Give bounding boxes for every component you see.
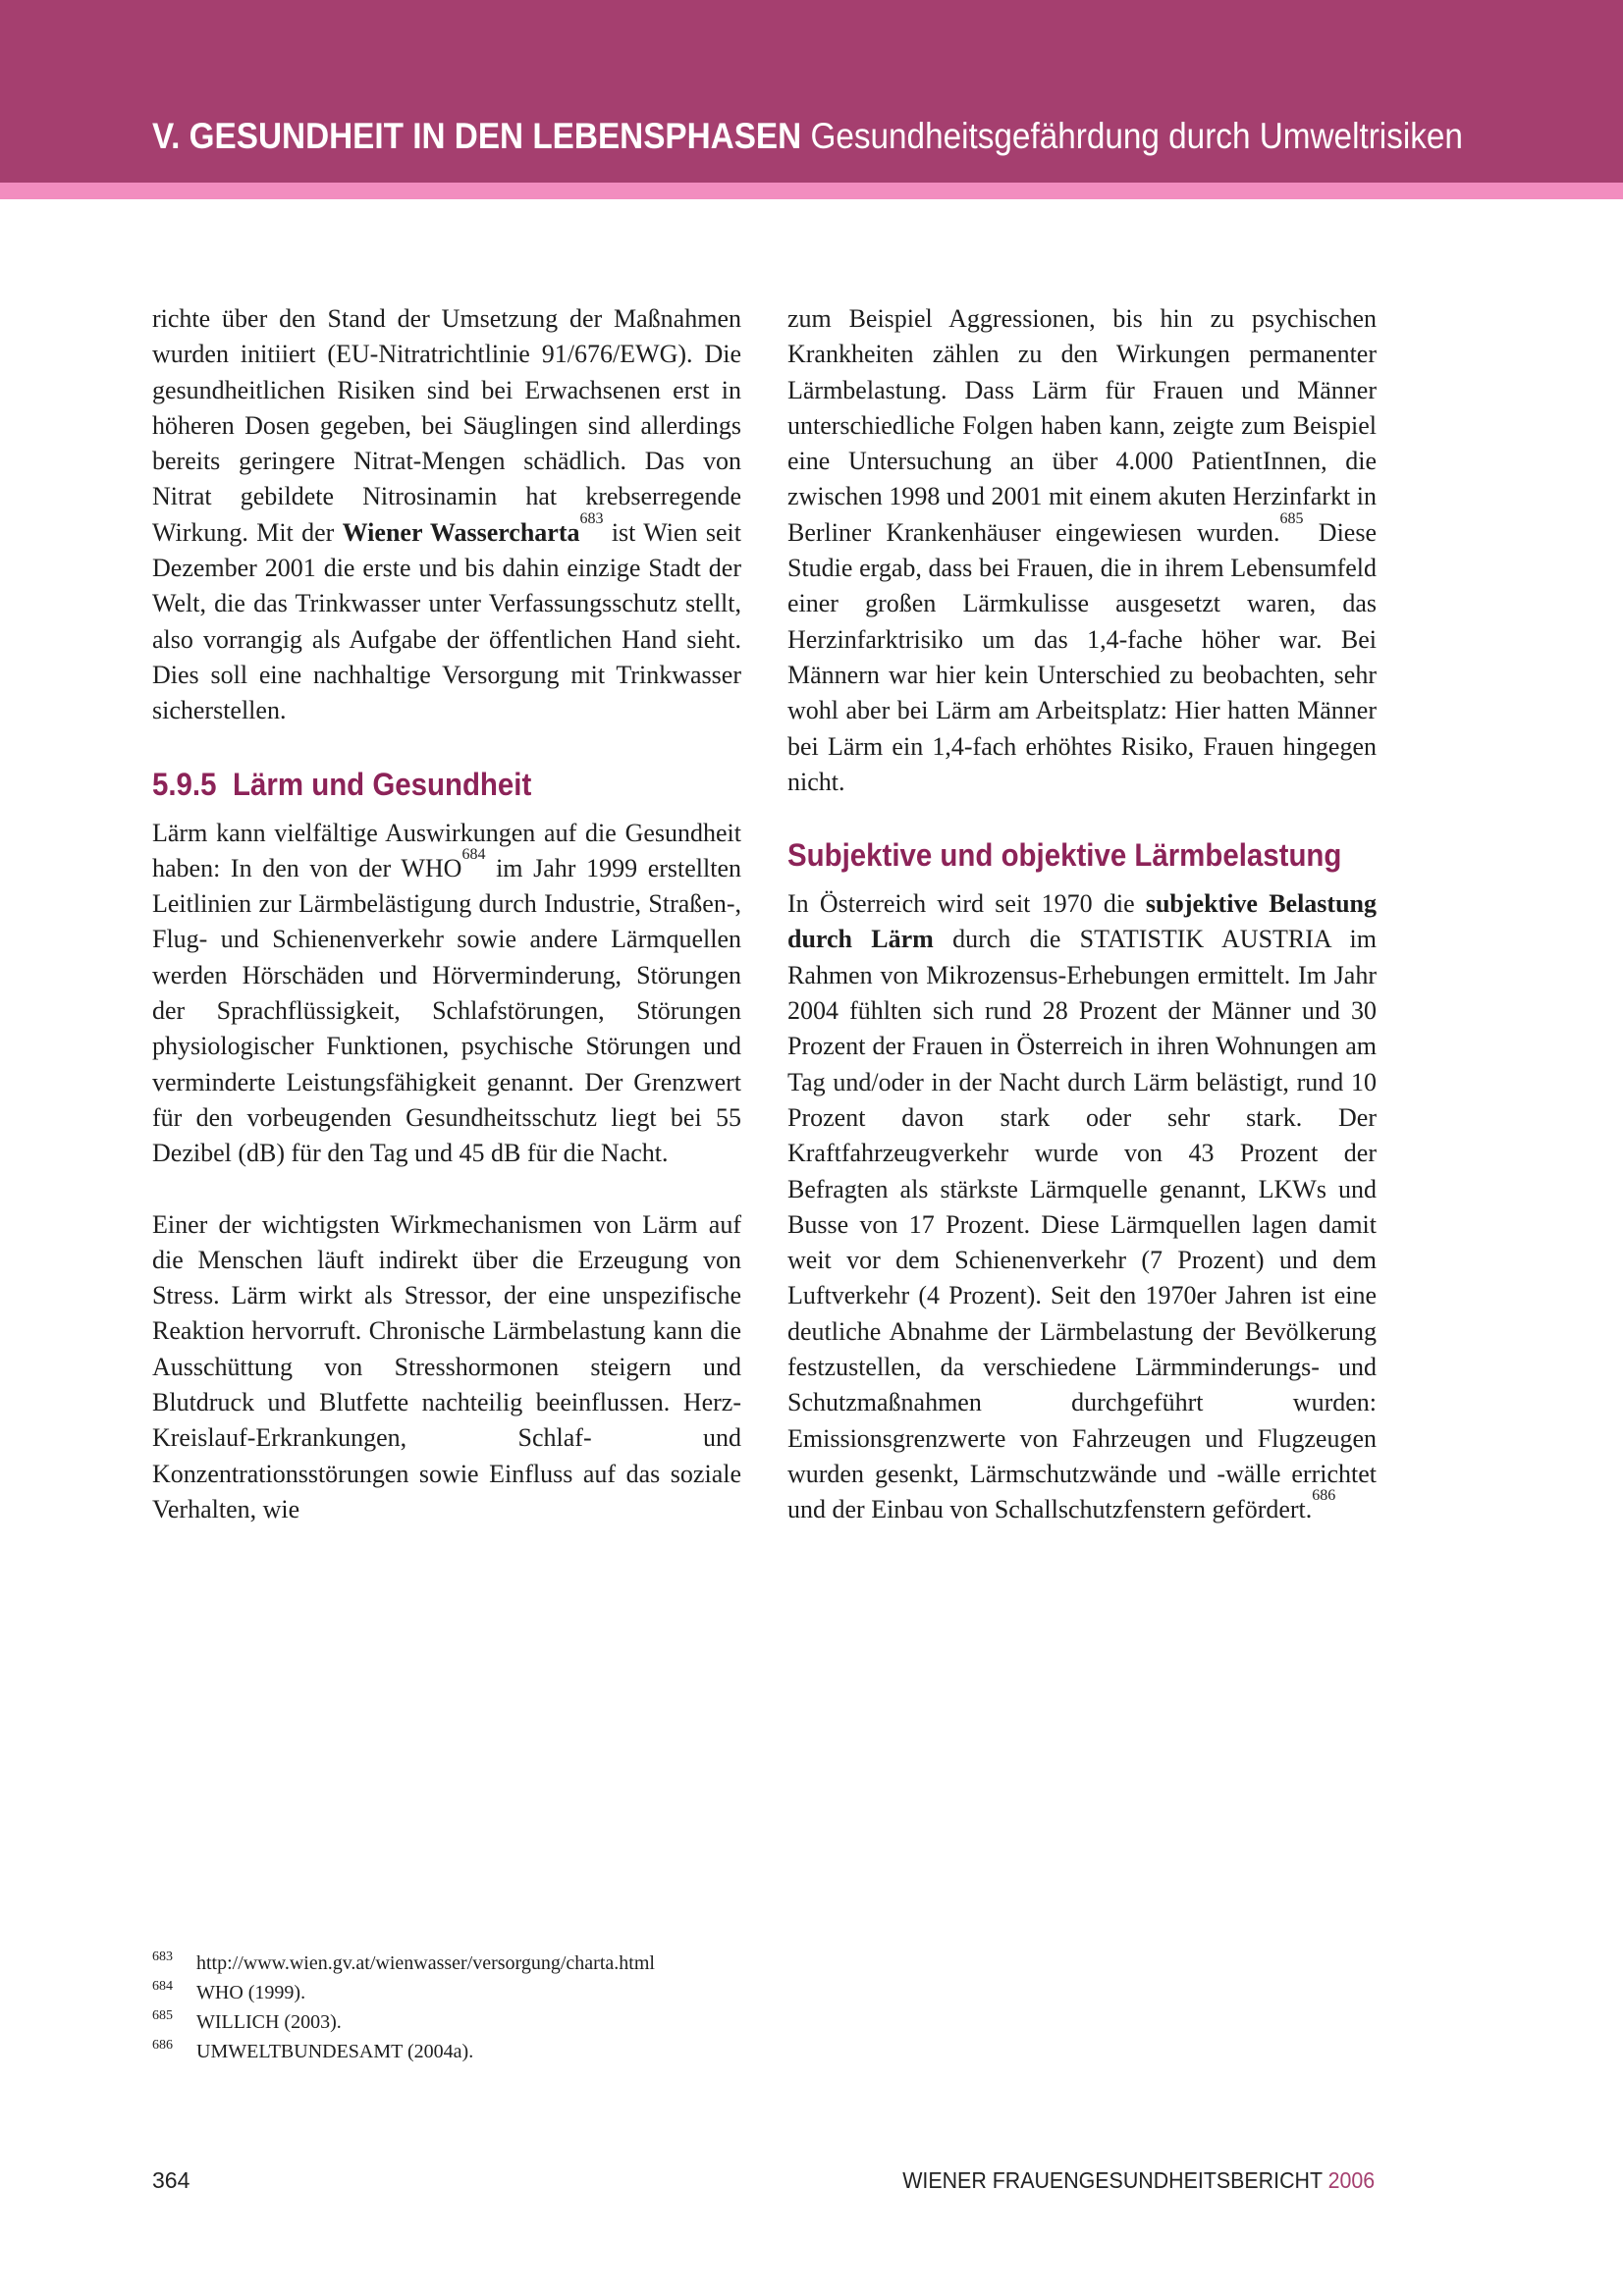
footnote-ref: 686 [1312, 1487, 1336, 1505]
page-number: 364 [152, 2167, 190, 2193]
bold-term: Wiener Wassercharta [342, 517, 580, 547]
subsection-heading: Subjektive und objektive Lärmbelastung [787, 837, 1342, 874]
chapter-title: V. GESUNDHEIT IN DEN LEBENSPHASEN [152, 116, 802, 156]
footnotes [152, 1949, 839, 2066]
footnote-ref: 684 [461, 845, 486, 863]
footnote: 685 WILLICH (2003). [152, 2008, 342, 2033]
running-footer [902, 2167, 1375, 2194]
paragraph: richte über den Stand der Umsetzung der Maßnahmen wurden initiiert (EU-Nitratrichtlinie 91/676/EWG). Die gesundheitlichen Risiken sind bei Erwachsenen erst in höheren Dosen gegeben, bei Säuglingen sind allerdings bereits geringere Nitrat-Mengen schädlich. Das von Nitrat gebildete Nitrosinamin hat krebserregende Wirkung. Mit der Wiener Wassercharta$^{683}$ ist Wien seit Dezember 2001 die erste und bis dahin einzige Stadt der Welt, die das Trinkwasser unter Verfassungsschutz stellt, also vorrangig als Aufgabe der öffentlichen Hand sieht. Dies soll eine nachhaltige Versorgung mit Trinkwasser sicherstellen. [152, 304, 741, 725]
paragraph: In Österreich wird seit 1970 die subjektive Belastung durch Lärm durch die STATISTIK AUSTRIA im Rahmen von Mikrozensus-Erhebungen ermittelt. Im Jahr 2004 fühlten sich rund 28 Prozent der Männer und 30 Prozent der Frauen in Österreich in ihren Wohnungen am Tag und/oder in der Nacht durch Lärm belästigt, rund 10 Prozent davon stark oder sehr stark. Der Kraftfahrzeugverkehr wurde von 43 Prozent der Befragten als stärkste Lärmquelle genannt, LKWs und Busse von 17 Prozent. Diese Lärmquellen lagen damit weit vor dem Schienenverkehr (7 Prozent) und dem Luftverkehr (4 Prozent). Seit den 1970er Jahren ist eine deutliche Abnahme der Lärmbelastung der Bevölkerung festzustellen, da verschiedene Lärmminderungs- und Schutzmaßnahmen durchgeführt wurden: Emissionsgrenzwerte von Fahrzeugen und Flugzeugen wurden gesenkt, Lärmschutzwände und -wälle errichtet und der Einbau von Schallschutzfenstern gefördert.$^{686}$ [787, 889, 1377, 1524]
section-subtitle: Gesundheitsgefährdung durch Umweltrisiken [810, 116, 1463, 156]
section-number: 5.9.5 [152, 766, 217, 802]
paragraph: zum Beispiel Aggressionen, bis hin zu psychischen Krankheiten zählen zu den Wirkungen permanenter Lärmbelastung. Dass Lärm für Frauen und Männer unterschiedliche Folgen haben kann, zeigte zum Beispiel eine Untersuchung an über 4.000 PatientInnen, die zwischen 1998 und 2001 mit einem akuten Herzinfarkt in Berliner Krankenhäuser eingewiesen wurden.$^{685}$ Diese Studie ergab, dass bei Frauen, die in ihrem Lebensumfeld einer großen Lärmkulisse ausgesetzt waren, das Herzinfarktrisiko um das 1,4-fache höher war. Bei Männern war hier kein Unterschied zu beobachten, sehr wohl aber bei Lärm am Arbeitsplatz: Hier hatten Männer bei Lärm ein 1,4-fach erhöhtes Risiko, Frauen hingegen nicht. [787, 304, 1377, 796]
left-column [152, 301, 741, 1527]
bold-term: subjektive Belastung durch Lärm [787, 889, 1377, 954]
right-column [787, 301, 1377, 1528]
report-title: WIENER FRAUENGESUNDHEITSBERICHT [902, 2167, 1323, 2193]
section-heading [152, 766, 694, 802]
footnote: 684 WHO (1999). [152, 1979, 306, 2003]
header-stripe [0, 183, 1623, 199]
footnote-link[interactable]: http://www.wien.gv.at/wienwasser/versorgung/charta.html [196, 1952, 655, 1974]
footnote-ref: 685 [1279, 509, 1304, 527]
footnote: 686 UMWELTBUNDESAMT (2004a). [152, 2038, 474, 2062]
paragraph: Einer der wichtigsten Wirkmechanismen von Lärm auf die Menschen läuft indirekt über die Erzeugung von Stress. Lärm wirkt als Stressor, der eine unspezifische Reaktion hervorruft. Chronische Lärmbelastung kann die Ausschüttung von Stresshormonen steigern und Blutdruck und Blutfette nachteilig beeinflussen. Herz-Kreislauf-Erkrankungen, Schlaf- und Konzentrationsstörungen sowie Einfluss auf das soziale Verhalten, wie [152, 1209, 741, 1523]
footnote-ref: 683 [579, 509, 604, 527]
running-header [152, 118, 1463, 154]
report-year: 2006 [1327, 2167, 1375, 2193]
paragraph: Lärm kann vielfältige Auswirkungen auf die Gesundheit haben: In den von der WHO$^{684}$ im Jahr 1999 erstellten Leitlinien zur Lärmbelästigung durch Industrie, Straßen-, Flug- und Schienenverkehr sowie andere Lärmquellen werden Hörschäden und Hörverminderung, Störungen der Sprachflüssigkeit, Schlafstörungen, Störungen physiologischer Funktionen, psychische Störungen und verminderte Leistungsfähigkeit genannt. Der Grenzwert für den vorbeugenden Gesundheitsschutz liegt bei 55 Dezibel (dB) für den Tag und 45 dB für die Nacht. [152, 818, 742, 1168]
section-title: Lärm und Gesundheit [233, 766, 532, 802]
footnote: 683 http://www.wien.gv.at/wienwasser/versorgung/charta.html [152, 1949, 839, 1978]
